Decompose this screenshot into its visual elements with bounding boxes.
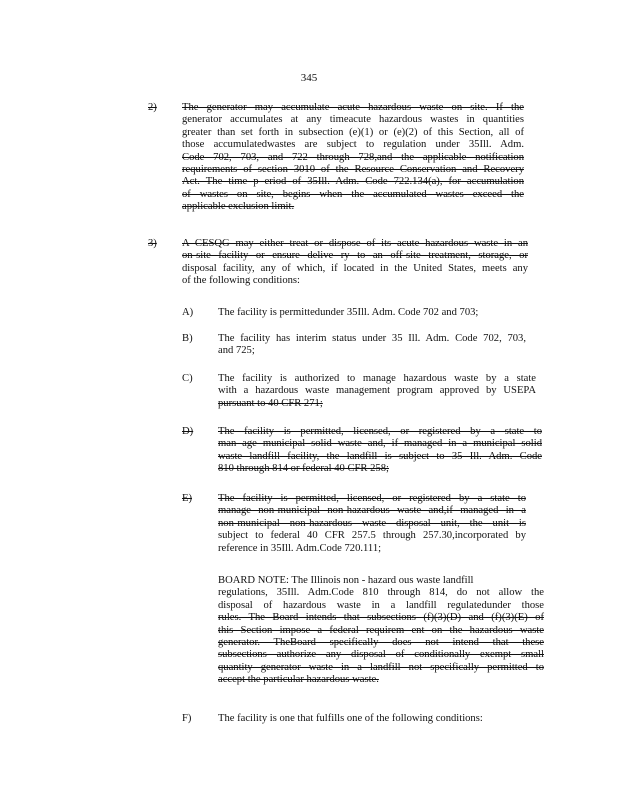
item-number: 3) [148,238,157,249]
text-line: manage non-municipal non-hazardous waste and,if managed in a [218,505,526,517]
text-line: subject to federal 40 CFR 257.5 through 257.30,incorporated by [218,530,526,542]
text-line: BOARD NOTE: The Illinois non - hazard ous waste landfill [218,575,474,586]
text-line: man age municipal solid waste and, if managed in a municipal solid [218,438,542,450]
text-line: generator. TheBoard specifically does not intend that these [218,637,544,649]
text-line: The facility is permitted, licensed, or registered by a state to [218,493,526,504]
item-number: C) [182,373,193,384]
text-line: Code 702, 703, and 722 through 728,and the applicable notification [182,151,524,163]
text-line: of the following conditions: [182,275,300,287]
text-line: The facility is permittedunder 35Ill. Adm. Code 702 and 703; [218,307,479,318]
text-line: The generator may accumulate acute hazardous waste on site. If the [182,102,524,113]
text-line: disposal facility, any of which, if located in the United States, meets any [182,262,528,274]
text-line: reference in 35Ill. Adm.Code 720.111; [218,542,382,554]
item-text [218,493,526,555]
text-line: generator accumulates at any timeacute hazardous wastes in quantities [182,114,524,126]
item-number: B) [182,333,193,344]
text-line: requirements of section 3010 of the Resource Conservation and Recovery [182,164,524,176]
text-line: disposal of hazardous waste in a landfill regulatedunder those [218,599,544,611]
text-line: non-municipal non-hazardous waste disposal unit, the unit is [218,517,526,529]
text-line: The facility is permitted, licensed, or registered by a state to [218,426,542,437]
text-line: waste landfill facility, the landfill is subject to 35 Ill. Adm. Code [218,450,542,462]
text-line: The facility has interim status under 35 Ill. Adm. Code 702, 703, [218,333,526,344]
text-line: and 725; [218,345,255,357]
item-text [182,238,528,288]
text-line: The facility is authorized to manage hazardous waste by a state [218,373,536,384]
text-line: with a hazardous waste management program approved by USEPA [218,385,536,397]
item-text [182,102,524,214]
text-line: 810 through 814 or federal 40 CFR 258; [218,463,389,475]
item-text [218,713,518,725]
item-number: 2) [148,102,157,113]
text-line: rules. The Board intends that subsections (f)(3)(D) and (f)(3)(E) of [218,612,544,624]
text-line: The facility is one that fulfills one of the following conditions: [218,713,483,724]
item-number: A) [182,307,194,318]
text-line: quantity generator waste in a landfill not specifically permitted to [218,661,544,673]
text-line: of wastes on site, begins when the accumulated wastes exceed the [182,188,524,200]
text-line: Act. The time p eriod of 35Ill. Adm. Code 722.134(a), for accumulation [182,176,524,188]
note-text [218,575,544,687]
text-line: greater than set forth in subsection (e)(1) or (e)(2) of this Section, all of [182,126,524,138]
item-text [218,373,536,410]
text-line: this Section impose a federal requirem ent on the hazardous waste [218,624,544,636]
text-line: those accumulatedwastes are subject to regulation under 35Ill. Adm. [182,139,524,151]
page-number: 345 [300,72,318,84]
text-line: regulations, 35Ill. Adm.Code 810 through 814, do not allow the [218,587,544,599]
item-text [218,426,542,476]
text-line: subsections authorize any disposal of conditionally exempt small [218,649,544,661]
item-text [218,307,514,319]
text-line: applicable exclusion limit. [182,201,295,213]
text-line: pursuant to 40 CFR 271; [218,397,323,409]
item-number: F) [182,713,192,724]
item-number: D) [182,426,194,437]
item-text [218,333,526,358]
text-line: A CESQG may either treat or dispose of its acute hazardous waste in an [182,238,528,249]
item-number: E) [182,493,192,504]
text-line: on-site facility or ensure delive ry to an off-site treatment, storage, or [182,250,528,262]
text-line: accept the particular hazardous waste. [218,674,379,686]
